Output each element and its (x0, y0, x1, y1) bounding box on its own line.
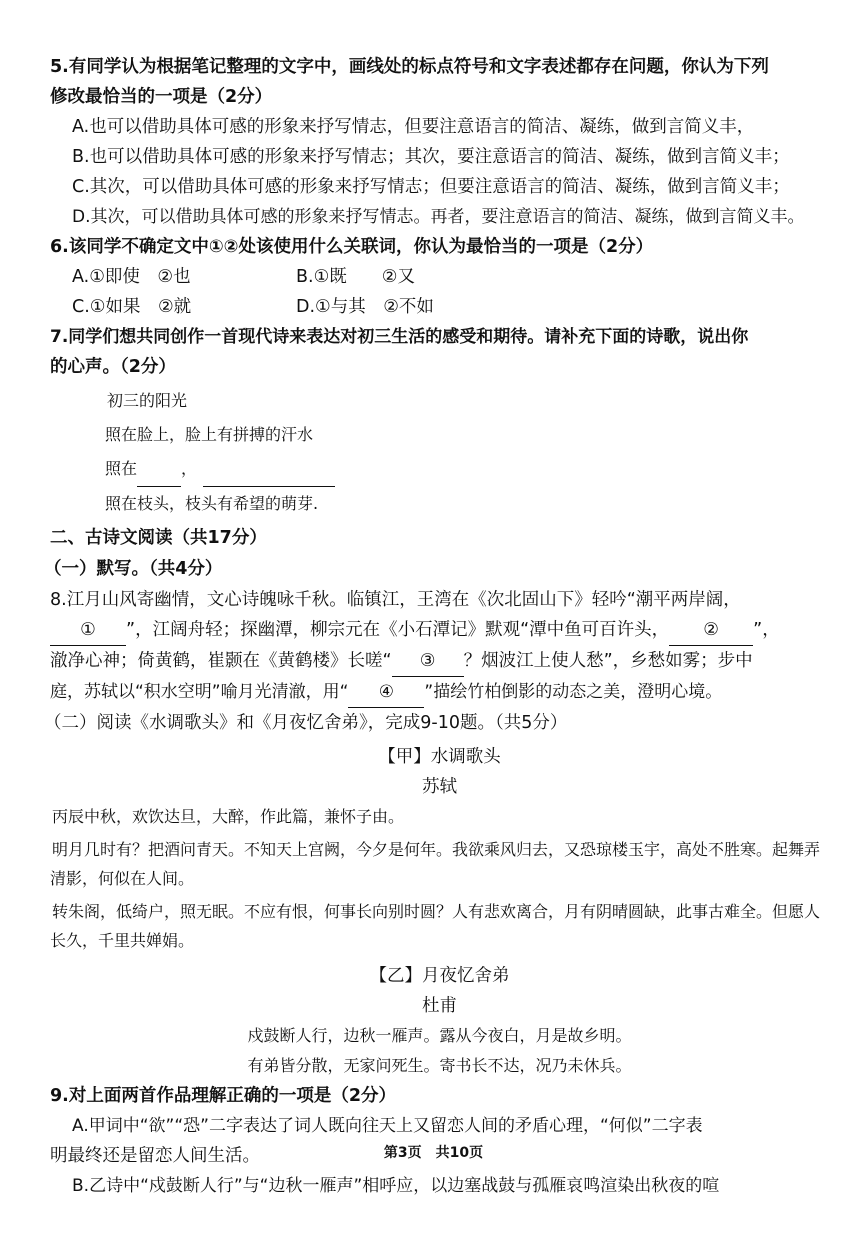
q8-blank-2[interactable]: ② (669, 615, 753, 646)
q8-line1: 8.江月山风寄幽情，文心诗魄咏千秋。临镇江，王湾在《次北固山下》轻吟“潮平两岸阔， (50, 590, 741, 610)
q9-option-b-line1: B.乙诗中“戍鼓断人行”与“边秋一雁声”相呼应，以边塞战鼓与孤雁哀鸣渲染出秋夜的喧 (72, 1176, 720, 1196)
q8-line2 (50, 615, 829, 646)
q7-poem-line2-start: 照在 (105, 459, 138, 478)
q6-option-d: D.①与其 ②不如 (296, 297, 434, 317)
q8-line4-end: ”描绘竹柏倒影的动态之美，澄明心境。 (424, 682, 723, 702)
poem-a-para2: 转朱阁，低绮户，照无眠。不应有恨，何事长向别时圆？人有悲欢离合，月有阴晴圆缺，此事古难全。但愿人长久，千里共婵娟。 (50, 902, 821, 950)
q5-option-c: C.其次，可以借助具体可感的形象来抒写情志；但要注意语言的简洁、凝练，做到言简义丰； (72, 177, 790, 197)
q5-option-b: B.也可以借助具体可感的形象来抒写情志；其次，要注意语言的简洁、凝练，做到言简义丰； (72, 147, 790, 167)
poem-b-author: 杜甫 (422, 996, 457, 1016)
q7-blank-1[interactable] (137, 452, 181, 487)
q7-blank-2[interactable] (203, 452, 335, 487)
poem-a-author: 苏轼 (422, 777, 457, 797)
page-footer: 第3页 共10页 (383, 1145, 484, 1161)
q7-poem-line2-comma: ， (181, 459, 198, 478)
q5-option-d: D.其次，可以借助具体可感的形象来抒写情志。再者，要注意语言的简洁、凝练，做到言简义丰。 (72, 207, 805, 227)
q8-blank-1[interactable]: ① (50, 615, 126, 646)
q7-poem-line1: 照在脸上，脸上有拼搏的汗水 (105, 425, 314, 444)
q7-poem-title: 初三的阳光 (107, 391, 188, 410)
q5-option-a: A.也可以借助具体可感的形象来抒写情志，但要注意语言的简洁、凝练，做到言简义丰， (72, 117, 755, 137)
q6-stem: 6.该同学不确定文中①②处该使用什么关联词，你认为最恰当的一项是（2分） (50, 237, 654, 257)
q7-poem-line2 (105, 452, 829, 487)
q8-blank-3[interactable]: ③ (392, 646, 464, 677)
q6-option-a: A.①即使 ②也 (72, 267, 191, 287)
section-2-heading: 二、古诗文阅读（共17分） (50, 528, 267, 548)
q8-blank-4[interactable]: ④ (348, 677, 424, 708)
q8-line3-end: ？烟波江上使人愁”，乡愁如雾；步中 (463, 651, 753, 671)
q8-line4-text: 庭，苏轼以“积水空明”喻月光清澈，用“ (50, 682, 349, 702)
part-1-heading: （一）默写。（共4分） (44, 559, 223, 579)
q8-line2-end: ”， (753, 620, 780, 640)
q9-option-a-line1: A.甲词中“欲”“恐”二字表达了词人既向往天上又留恋人间的矛盾心理，“何似”二字表 (72, 1116, 703, 1136)
q8-line3-text: 澈净心神；倚黄鹤，崔颢在《黄鹤楼》长嗟“ (50, 651, 392, 671)
poem-a-para1: 明月几时有？把酒问青天。不知天上宫阙，今夕是何年。我欲乘风归去，又恐琼楼玉宇，高处不胜寒。起舞弄清影，何似在人间。 (50, 840, 821, 888)
q8-line2-text: ”，江阔舟轻；探幽潭，柳宗元在《小石潭记》默观“潭中鱼可百许头， (126, 620, 670, 640)
q5-stem-line2: 修改最恰当的一项是（2分） (50, 87, 273, 107)
q8-line4 (50, 677, 829, 708)
q6-options-row1 (50, 262, 829, 292)
q7-poem-line3: 照在枝头，枝头有希望的萌芽. (105, 494, 319, 513)
poem-a-preface: 丙辰中秋，欢饮达旦，大醉，作此篇，兼怀子由。 (52, 807, 405, 826)
q9-stem: 9.对上面两首作品理解正确的一项是（2分） (50, 1086, 396, 1106)
q7-poem (50, 384, 829, 521)
q8-line3 (50, 646, 829, 677)
q7-stem-line1: 7.同学们想共同创作一首现代诗来表达对初三生活的感受和期待。请补充下面的诗歌，说出你 (50, 327, 749, 347)
part-2-heading: （二）阅读《水调歌头》和《月夜忆舍弟》，完成9-10题。（共5分） (44, 713, 568, 733)
poem-a-title: 【甲】水调歌头 (378, 747, 501, 767)
q6-option-b: B.①既 ②又 (296, 267, 415, 287)
poem-b-line2: 有弟皆分散，无家问死生。寄书长不达，况乃未休兵。 (247, 1056, 632, 1075)
q6-option-c: C.①如果 ②就 (72, 297, 192, 317)
q7-stem-line2: 的心声。（2分） (50, 357, 176, 377)
poem-b-line1: 戍鼓断人行，边秋一雁声。露从今夜白，月是故乡明。 (247, 1026, 632, 1045)
q6-options-row2 (50, 292, 829, 322)
q5-stem-line1: 5.有同学认为根据笔记整理的文字中，画线处的标点符号和文字表述都存在问题，你认为下列 (50, 57, 769, 77)
poem-b-title: 【乙】月夜忆舍弟 (369, 966, 510, 986)
q9-option-a-line2: 明最终还是留恋人间生活。 (50, 1146, 260, 1166)
